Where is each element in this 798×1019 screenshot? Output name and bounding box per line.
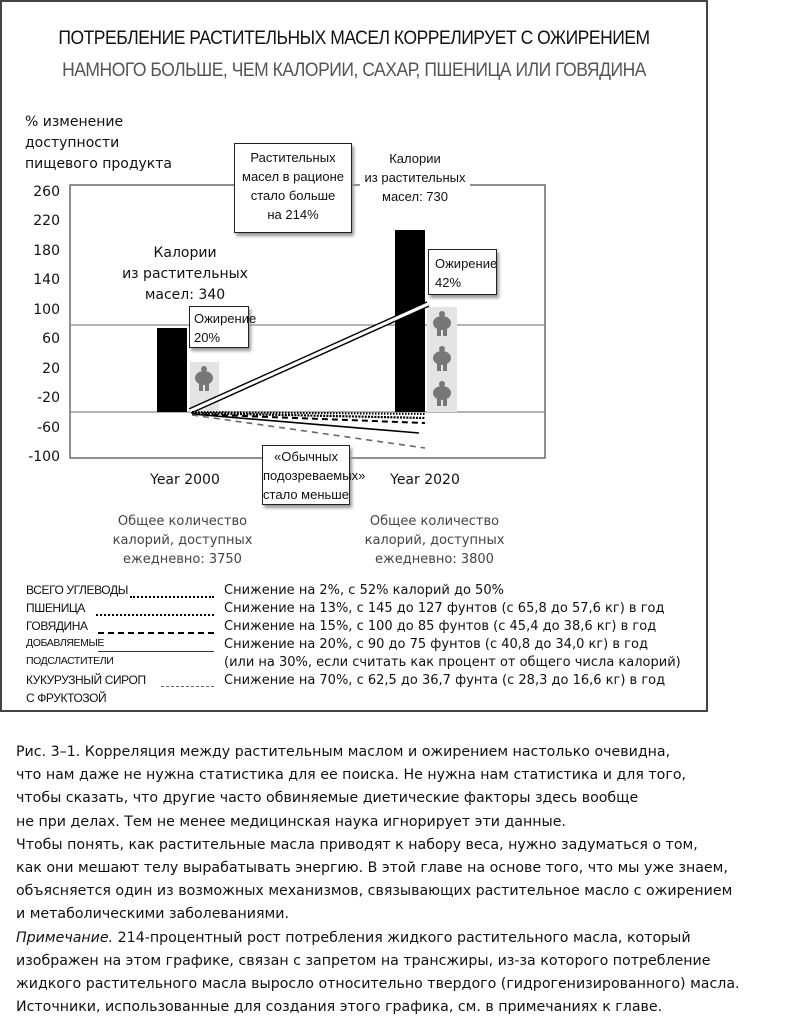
bar-year-2000 [157,328,187,412]
legend-line-dense-dotted [96,614,214,616]
y-tick: 220 [33,213,60,229]
y-tick: 260 [33,184,60,200]
caption-note: Примечание. 214-процентный рост потребления жидкого растительного масла, который [16,929,691,946]
x-label-year-2020: Year 2020 [390,472,460,488]
y-tick: -20 [37,390,60,406]
y-tick: -60 [37,420,60,436]
total-calories-2000: Общее количество калорий, доступных ежедневно: 3750 [112,514,253,567]
x-label-year-2000: Year 2000 [150,472,220,488]
y-axis-label: % изменение доступности пищевого продукта [25,114,172,172]
y-tick: 60 [42,331,60,347]
chart-subtitle: НАМНОГО БОЛЬШЕ, ЧЕМ КАЛОРИИ, САХАР, ПШЕНИЦА ИЛИ ГОВЯДИНА [62,60,646,81]
annotation-obesity-2020: Ожирение 42% [428,249,497,295]
annotation-obesity-2000: Ожирение 20% [189,306,249,348]
legend-line-solid [98,651,214,652]
y-tick: 20 [42,361,60,377]
annotation-oil-increase: Растительных масел в рационе стало больше на 214% [234,143,352,233]
bar-year-2020 [395,230,425,412]
y-tick: 100 [33,302,60,318]
annotation-usual-suspects: «Обычных подозреваемых» стало меньше [262,445,350,505]
y-tick: -100 [28,449,60,465]
legend-line-grey-dashed [161,686,214,687]
chart-title: ПОТРЕБЛЕНИЕ РАСТИТЕЛЬНЫХ МАСЕЛ КОРРЕЛИРУЕТ С ОЖИРЕНИЕМ [58,28,650,49]
annotation-calories-2000: Калории из растительных масел: 340 [122,245,248,303]
figure-caption: Рис. 3–1. Корреляция между растительным маслом и ожирением настолько очевидна, что нам даже не нужна статистика для ее поиска. Не нужна нам статистика и для того, чтобы сказать, что другие часто обвиняемые диетические факторы здесь вообще не при делах. Тем не менее медицинская наука игнорирует эти данные. Чтобы понять, как растительные масла приводят к набору веса, нужно задуматься о том, как они мешают телу вырабатывать энергию. В этой главе на основе того, что мы уже знаем, объясняется один из возможных механизмов, связывающих растительное масло с ожирением и метаболическими заболеваниями. Примечание. 214-процентный рост потребления жидкого растительного масла, который изображен на этом графике, связан с запретом на трансжиры, из-за которого потребление жидкого растительного масла выросло относительно твердого (гидрогенизированного) масла. Источники, использованные для создания этого графика, см. в примечаниях к главе. [16,741,796,1019]
y-tick: 180 [33,243,60,259]
total-calories-2020: Общее количество калорий, доступных ежедневно: 3800 [364,514,505,567]
legend-line-dotted [130,596,214,598]
legend-line-dashed [98,632,214,634]
annotation-calories-2020: Калории из растительных масел: 730 [360,149,470,206]
y-tick: 140 [33,272,60,288]
